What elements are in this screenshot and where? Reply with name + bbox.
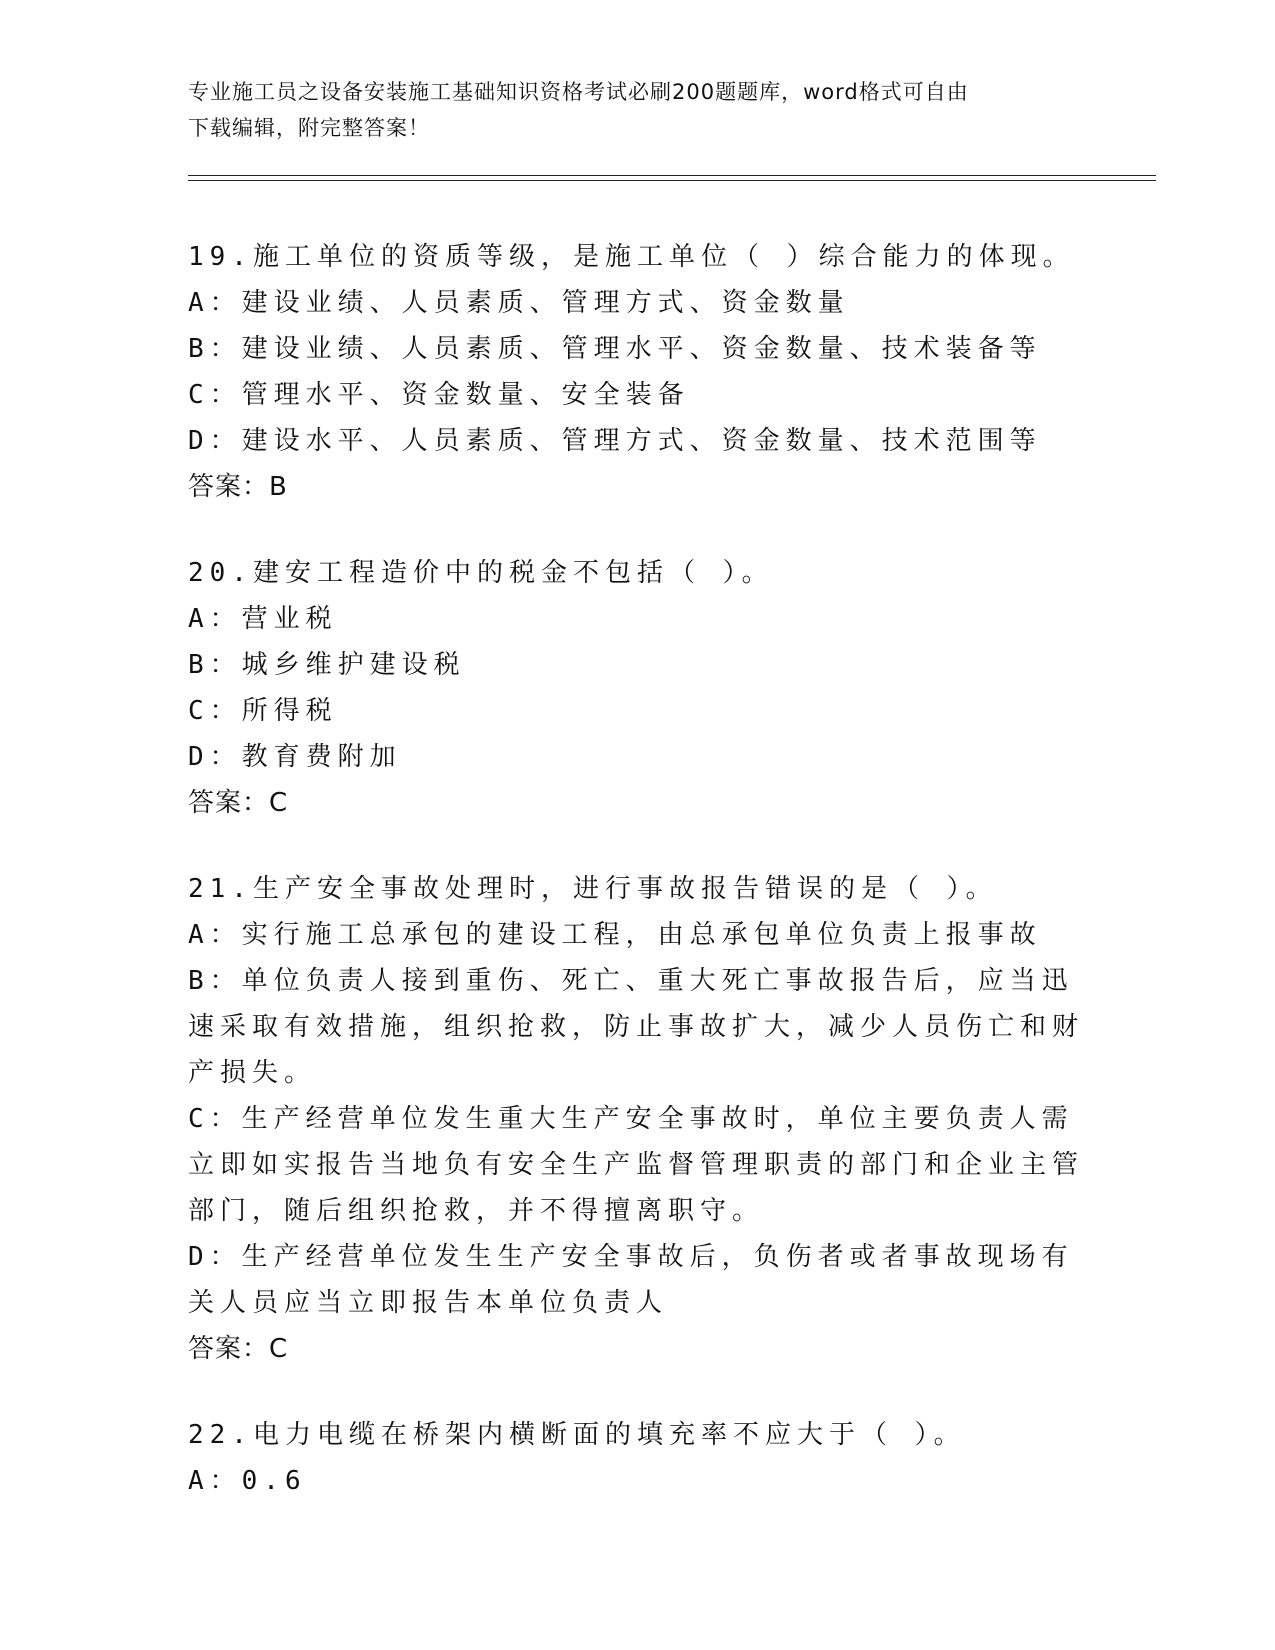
option-c: C：管理水平、资金数量、安全装备 xyxy=(188,380,690,410)
answer: 答案：C xyxy=(188,1334,289,1364)
question-stem: 22.电力电缆在桥架内横断面的填充率不应大于（ ）。 xyxy=(188,1420,966,1450)
question-stem: 20.建安工程造价中的税金不包括（ ）。 xyxy=(188,558,774,588)
option-a: A：建设业绩、人员素质、管理方式、资金数量 xyxy=(188,288,850,318)
option-d: D：教育费附加 xyxy=(188,742,402,772)
option-a: A：营业税 xyxy=(188,604,338,634)
header-divider-top xyxy=(188,175,1156,176)
option-c: C：生产经营单位发生重大生产安全事故时，单位主要负责人需立即如实报告当地负有安全生产监督管理职责的部门和企业主管部门，随后组织抢救，并不得擅离职守。 xyxy=(188,1104,1085,1226)
option-a: A：0.6 xyxy=(188,1466,307,1496)
header-line-1: 专业施工员之设备安装施工基础知识资格考试必刷200题题库，word格式可自由 xyxy=(188,80,969,104)
header-line-2: 下载编辑，附完整答案！ xyxy=(188,116,430,140)
option-d: D：建设水平、人员素质、管理方式、资金数量、技术范围等 xyxy=(188,426,1042,456)
option-b: B：建设业绩、人员素质、管理水平、资金数量、技术装备等 xyxy=(188,334,1042,364)
question-20 xyxy=(188,550,1088,826)
question-list xyxy=(188,234,1088,1544)
document-header xyxy=(188,74,1068,146)
question-stem: 21.生产安全事故处理时，进行事故报告错误的是（ ）。 xyxy=(188,874,998,904)
answer: 答案：C xyxy=(188,788,289,818)
option-d: D：生产经营单位发生生产安全事故后，负伤者或者事故现场有关人员应当立即报告本单位负责人 xyxy=(188,1242,1074,1318)
question-22 xyxy=(188,1412,1088,1504)
question-21 xyxy=(188,866,1088,1372)
option-c: C：所得税 xyxy=(188,696,338,726)
question-stem: 19.施工单位的资质等级，是施工单位（ ）综合能力的体现。 xyxy=(188,242,1075,272)
header-divider-bottom xyxy=(188,180,1156,181)
question-19 xyxy=(188,234,1088,510)
answer: 答案：B xyxy=(188,472,288,502)
option-b: B：单位负责人接到重伤、死亡、重大死亡事故报告后，应当迅速采取有效措施，组织抢救，防止事故扩大，减少人员伤亡和财产损失。 xyxy=(188,966,1085,1088)
option-b: B：城乡维护建设税 xyxy=(188,650,466,680)
option-a: A：实行施工总承包的建设工程，由总承包单位负责上报事故 xyxy=(188,920,1042,950)
